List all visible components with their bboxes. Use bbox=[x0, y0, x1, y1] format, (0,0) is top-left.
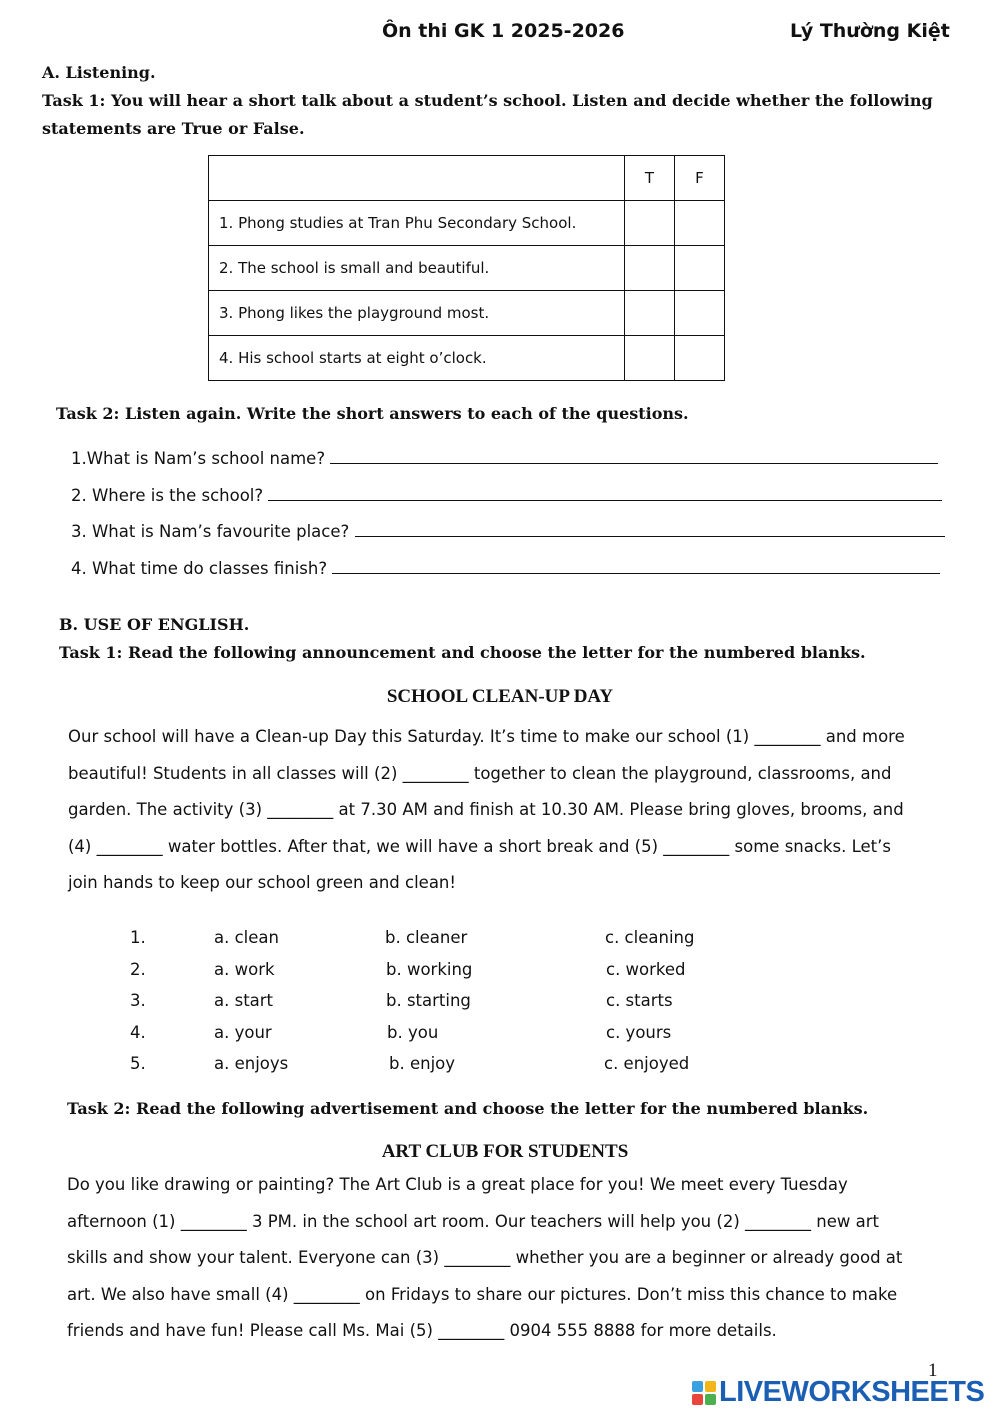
paragraph-line: afternoon (1) ________ 3 PM. in the school art room. Our teachers will help you (2) ________ new art bbox=[67, 1211, 879, 1231]
answer-blank[interactable] bbox=[268, 488, 942, 501]
paragraph-line: art. We also have small (4) ________ on Fridays to share our pictures. Don’t miss this chance to make bbox=[67, 1284, 898, 1304]
question-text: 4. What time do classes finish? bbox=[71, 559, 328, 578]
answer-blank[interactable] bbox=[332, 561, 940, 574]
answer-cell-false[interactable] bbox=[675, 246, 725, 291]
statement-text: 3. Phong likes the playground most. bbox=[209, 291, 625, 336]
answer-cell-false[interactable] bbox=[675, 291, 725, 336]
paragraph-line: Do you like drawing or painting? The Art Club is a great place for you! We meet every Tuesday bbox=[67, 1175, 848, 1194]
paragraph-line: friends and have fun! Please call Ms. Mai (5) ________ 0904 555 8888 for more details. bbox=[67, 1321, 777, 1341]
option-c[interactable]: c. enjoyed bbox=[604, 1054, 690, 1073]
liveworksheets-logo-icon bbox=[692, 1381, 716, 1405]
advertisement-paragraph bbox=[67, 1167, 967, 1350]
option-number: 3. bbox=[130, 991, 146, 1010]
page-number: 1 bbox=[928, 1360, 938, 1381]
task2-instruction: Task 2: Listen again. Write the short answers to each of the questions. bbox=[56, 404, 689, 423]
option-number: 4. bbox=[130, 1023, 146, 1042]
option-b[interactable]: b. enjoy bbox=[389, 1054, 456, 1073]
question-text: 2. Where is the school? bbox=[71, 486, 264, 505]
paragraph-line: beautiful! Students in all classes will (2) ________ together to clean the playground, classrooms, and bbox=[68, 763, 892, 783]
option-b[interactable]: b. starting bbox=[386, 991, 471, 1010]
option-number: 2. bbox=[130, 960, 146, 979]
option-a[interactable]: a. clean bbox=[214, 928, 279, 947]
option-b[interactable]: b. cleaner bbox=[385, 928, 468, 947]
true-false-table bbox=[208, 155, 725, 381]
question-line bbox=[71, 559, 940, 578]
table-row bbox=[209, 246, 725, 291]
answer-blank[interactable] bbox=[355, 524, 945, 537]
question-text: 1.What is Nam’s school name? bbox=[71, 449, 326, 468]
option-c[interactable]: c. worked bbox=[606, 960, 686, 979]
column-false-header: F bbox=[675, 156, 725, 201]
paragraph-line: skills and show your talent. Everyone can (3) ________ whether you are a beginner or already good at bbox=[67, 1248, 903, 1268]
liveworksheets-logo[interactable] bbox=[692, 1376, 984, 1409]
section-a-heading: A. Listening. bbox=[42, 63, 156, 82]
b-task2-instruction: Task 2: Read the following advertisement and choose the letter for the numbered blanks. bbox=[67, 1099, 869, 1118]
task1-instruction-line1: Task 1: You will hear a short talk about a student’s school. Listen and decide whether the following bbox=[42, 91, 933, 110]
option-b[interactable]: b. you bbox=[387, 1023, 439, 1042]
option-c[interactable]: c. starts bbox=[606, 991, 673, 1010]
option-a[interactable]: a. work bbox=[214, 960, 275, 979]
answer-cell-true[interactable] bbox=[625, 201, 675, 246]
table-row bbox=[209, 201, 725, 246]
question-line bbox=[71, 486, 942, 505]
statement-text: 4. His school starts at eight o’clock. bbox=[209, 336, 625, 381]
answer-blank[interactable] bbox=[330, 451, 938, 464]
option-c[interactable]: c. cleaning bbox=[605, 928, 695, 947]
statement-text: 2. The school is small and beautiful. bbox=[209, 246, 625, 291]
option-a[interactable]: a. your bbox=[214, 1023, 272, 1042]
answer-cell-true[interactable] bbox=[625, 291, 675, 336]
question-text: 3. What is Nam’s favourite place? bbox=[71, 522, 350, 541]
option-number: 5. bbox=[130, 1054, 146, 1073]
question-line bbox=[71, 522, 945, 541]
b-task1-instruction: Task 1: Read the following announcement and choose the letter for the numbered blanks. bbox=[59, 643, 866, 662]
option-a[interactable]: a. enjoys bbox=[214, 1054, 289, 1073]
option-number: 1. bbox=[130, 928, 146, 947]
column-true-header: T bbox=[625, 156, 675, 201]
table-header-blank bbox=[209, 156, 625, 201]
paragraph-line: (4) ________ water bottles. After that, we will have a short break and (5) ________ some snacks. Let’s bbox=[68, 836, 891, 856]
advertisement-title: ART CLUB FOR STUDENTS bbox=[381, 1141, 629, 1162]
announcement-paragraph bbox=[68, 719, 968, 902]
statement-text: 1. Phong studies at Tran Phu Secondary School. bbox=[209, 201, 625, 246]
table-row bbox=[209, 291, 725, 336]
logo-text: LIVEWORKSHEETS bbox=[719, 1376, 985, 1408]
task1-instruction-line2: statements are True or False. bbox=[42, 119, 305, 138]
section-b-heading: B. USE OF ENGLISH. bbox=[59, 615, 250, 634]
answer-cell-true[interactable] bbox=[625, 246, 675, 291]
option-a[interactable]: a. start bbox=[214, 991, 274, 1010]
answer-cell-false[interactable] bbox=[675, 336, 725, 381]
worksheet-title: Ôn thi GK 1 2025-2026 bbox=[382, 20, 625, 42]
answer-cell-false[interactable] bbox=[675, 201, 725, 246]
paragraph-line: Our school will have a Clean-up Day this Saturday. It’s time to make our school (1) ________ and more bbox=[68, 727, 905, 746]
option-b[interactable]: b. working bbox=[386, 960, 473, 979]
table-header-row bbox=[209, 156, 725, 201]
table-row bbox=[209, 336, 725, 381]
answer-cell-true[interactable] bbox=[625, 336, 675, 381]
option-c[interactable]: c. yours bbox=[606, 1023, 672, 1042]
paragraph-line: garden. The activity (3) ________ at 7.30 AM and finish at 10.30 AM. Please bring gloves, brooms, and bbox=[68, 800, 904, 820]
author-name: Lý Thường Kiệt bbox=[790, 20, 950, 42]
question-line bbox=[71, 449, 938, 468]
paragraph-line: join hands to keep our school green and clean! bbox=[68, 873, 457, 893]
announcement-title: SCHOOL CLEAN-UP DAY bbox=[386, 686, 614, 707]
